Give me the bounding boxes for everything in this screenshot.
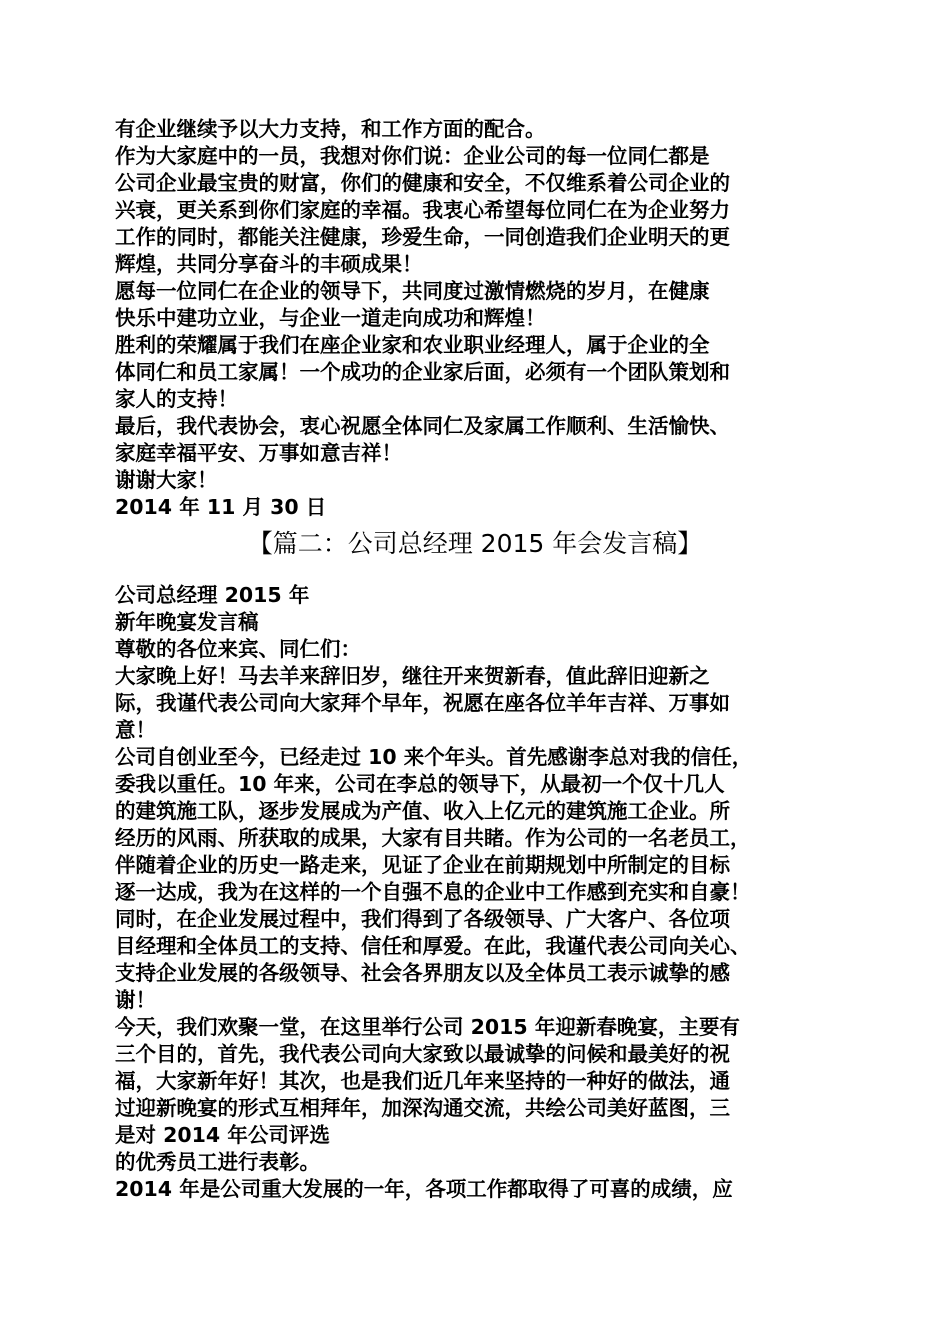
paragraph-line: 体同仁和员工家属！一个成功的企业家后面，必须有一个团队策划和 — [115, 360, 730, 384]
paragraph-line: 同时，在企业发展过程中，我们得到了各级领导、广大客户、各位项 — [115, 907, 730, 931]
paragraph-line: 胜利的荣耀属于我们在座企业家和农业职业经理人，属于企业的全 — [115, 333, 710, 357]
paragraph-line: 过迎新晚宴的形式互相拜年，加深沟通交流，共绘公司美好蓝图，三 — [115, 1096, 730, 1120]
paragraph-line: 委我以重任。10 年来，公司在李总的领导下，从最初一个仅十几人 — [115, 772, 725, 796]
paragraph-line: 逐一达成，我为在这样的一个自强不息的企业中工作感到充实和自豪！ — [115, 880, 751, 904]
paragraph-line: 大家晚上好！马去羊来辞旧岁，继往开来贺新春，值此辞旧迎新之 — [115, 664, 710, 688]
speech-heading-line: 新年晚宴发言稿 — [115, 610, 259, 634]
paragraph-line: 家人的支持！ — [115, 387, 238, 411]
paragraph-line: 福，大家新年好！其次，也是我们近几年来坚持的一种好的做法，通 — [115, 1069, 730, 1093]
speech-section — [115, 582, 840, 1203]
date-line: 2014 年 11 月 30 日 — [115, 495, 327, 519]
paragraph-line: 兴衰，更关系到你们家庭的幸福。我衷心希望每位同仁在为企业努力 — [115, 198, 730, 222]
paragraph-line: 愿每一位同仁在企业的领导下，共同度过激情燃烧的岁月，在健康 — [115, 279, 710, 303]
paragraph-line: 经历的风雨、所获取的成果，大家有目共睹。作为公司的一名老员工， — [115, 826, 751, 850]
paragraph-line: 支持企业发展的各级领导、社会各界朋友以及全体员工表示诚挚的感 — [115, 961, 730, 985]
salutation-line: 尊敬的各位来宾、同仁们： — [115, 637, 361, 661]
paragraph-line: 目经理和全体员工的支持、信任和厚爱。在此，我谨代表公司向关心、 — [115, 934, 751, 958]
paragraph-line: 快乐中建功立业，与企业一道走向成功和辉煌！ — [115, 306, 546, 330]
paragraph-line: 有企业继续予以大力支持，和工作方面的配合。 — [115, 117, 546, 141]
speech-heading-line: 公司总经理 2015 年 — [115, 583, 310, 607]
paragraph-line: 是对 2014 年公司评选 — [115, 1123, 330, 1147]
paragraph-line: 际，我谨代表公司向大家拜个早年，祝愿在座各位羊年吉祥、万事如 — [115, 691, 730, 715]
paragraph-line: 意！ — [115, 718, 156, 742]
paragraph-line: 伴随着企业的历史一路走来，见证了企业在前期规划中所制定的目标 — [115, 853, 730, 877]
paragraph-line: 公司自创业至今，已经走过 10 来个年头。首先感谢李总对我的信任， — [115, 745, 753, 769]
paragraph-line: 谢！ — [115, 988, 156, 1012]
thanks-line: 谢谢大家！ — [115, 468, 218, 492]
paragraph-line: 2014 年是公司重大发展的一年，各项工作都取得了可喜的成绩，应 — [115, 1177, 733, 1201]
paragraph-line: 最后，我代表协会，衷心祝愿全体同仁及家属工作顺利、生活愉快、 — [115, 414, 730, 438]
paragraph-line: 家庭幸福平安、万事如意吉祥！ — [115, 441, 402, 465]
paragraph-line: 工作的同时，都能关注健康，珍爱生命，一同创造我们企业明天的更 — [115, 225, 730, 249]
paragraph-line: 的优秀员工进行表彰。 — [115, 1150, 320, 1174]
paragraph-line: 的建筑施工队，逐步发展成为产值、收入上亿元的建筑施工企业。所 — [115, 799, 730, 823]
paragraph-line: 辉煌，共同分享奋斗的丰硕成果！ — [115, 252, 423, 276]
section-title: 【篇二：公司总经理 2015 年会发言稿】 — [247, 529, 703, 558]
paragraph-line: 公司企业最宝贵的财富，你们的健康和安全，不仅维系着公司企业的 — [115, 171, 730, 195]
paragraph-line: 三个目的，首先，我代表公司向大家致以最诚挚的问候和最美好的祝 — [115, 1042, 730, 1066]
speech-closing-section — [115, 116, 840, 521]
paragraph-line: 作为大家庭中的一员，我想对你们说：企业公司的每一位同仁都是 — [115, 144, 710, 168]
paragraph-line: 今天，我们欢聚一堂，在这里举行公司 2015 年迎新春晚宴，主要有 — [115, 1015, 740, 1039]
